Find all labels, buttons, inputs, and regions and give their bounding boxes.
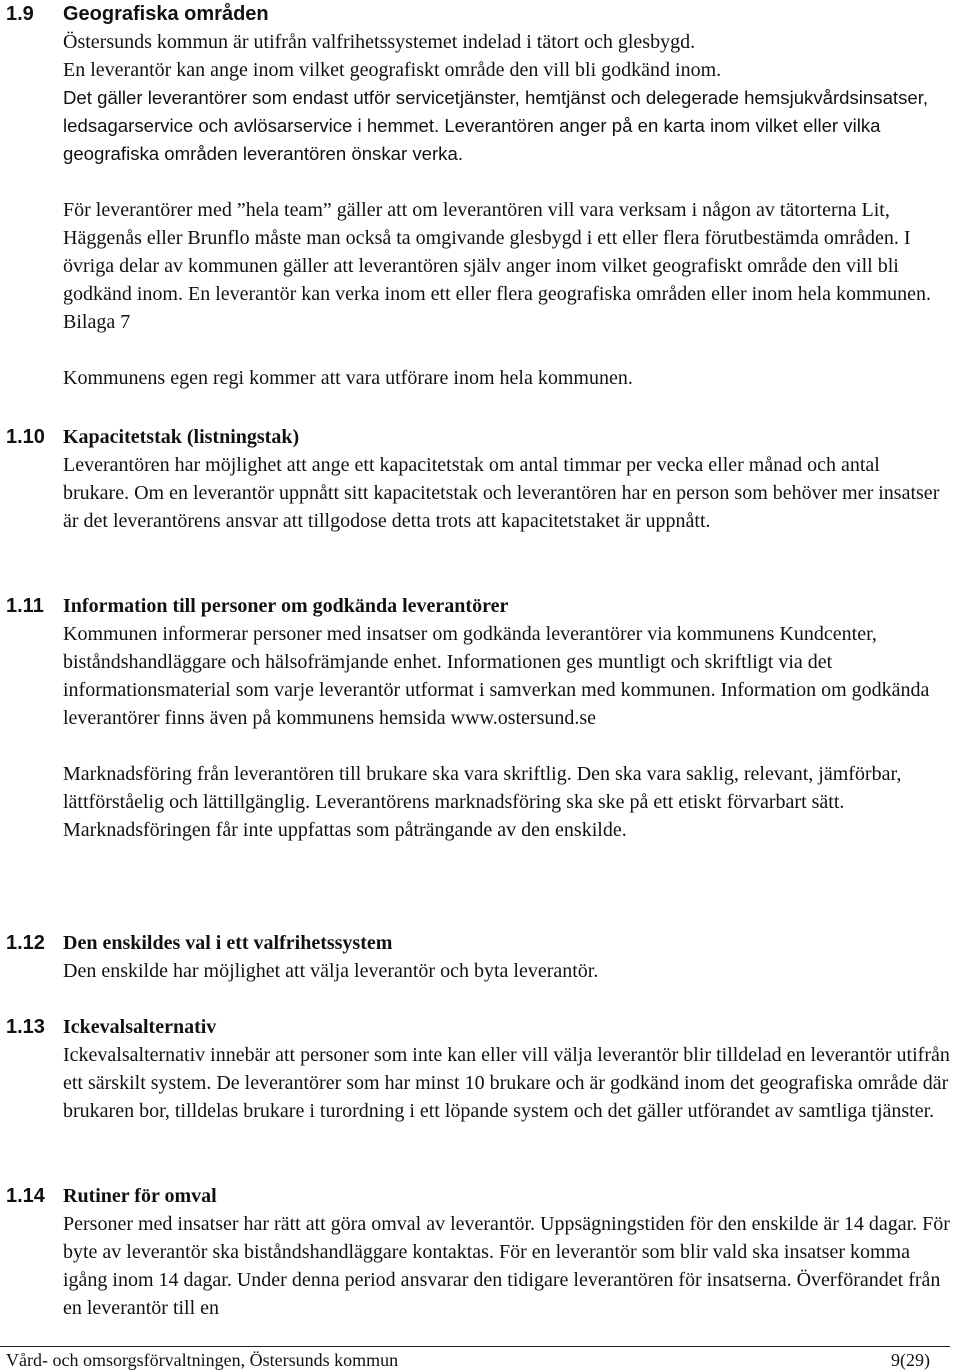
- section-1-9: [0, 0, 950, 392]
- section-heading: Information till personer om godkända leverantörer: [63, 595, 509, 617]
- paragraph-line: En leverantör kan ange inom vilket geografiskt område den vill bli godkänd inom.: [63, 59, 722, 81]
- section-number: 1.11: [6, 595, 44, 617]
- paragraph: Personer med insatser har rätt att göra omval av leverantör. Uppsägningstiden för den enskilde är 14 dagar. För byte av leverantör ska biståndshandläggare kontaktas. För en leverantör som blir vald ska insatser komma igång inom 14 dagar. Under denna period ansvarar den tidigare leverantören för insatserna. Överförandet från en leverantör till en: [63, 1213, 950, 1319]
- section-1-13: [0, 1013, 950, 1125]
- section-number: 1.14: [6, 1185, 45, 1207]
- section-1-14: [0, 1182, 950, 1322]
- section-heading: Kapacitetstak (listningstak): [63, 426, 300, 448]
- paragraph: Leverantören har möjlighet att ange ett kapacitetstak om antal timmar per vecka eller månad och antal brukare. Om en leverantör uppnått sitt kapacitetstak och leverantören har en person som behöver mer insatser är det leverantörens ansvar att tillgodose detta trots att kapacitetstaket är uppnått.: [63, 454, 940, 532]
- section-heading: Geografiska områden: [63, 3, 269, 25]
- section-heading: Rutiner för omval: [63, 1185, 217, 1207]
- paragraph: Ickevalsalternativ innebär att personer som inte kan eller vill välja leverantör blir tilldelad en leverantör utifrån ett särskilt system. De leverantörer som har minst 10 brukare och är godkänd inom det geografiska område där brukaren bor, tilldelas brukare i turordning i ett löpande system och det gäller utförandet av samtliga tjänster.: [63, 1044, 950, 1122]
- paragraph: Kommunens egen regi kommer att vara utförare inom hela kommunen.: [63, 367, 633, 389]
- paragraph: [63, 28, 950, 84]
- section-1-12: [0, 929, 950, 985]
- section-1-11: [0, 592, 950, 844]
- section-heading: Ickevalsalternativ: [63, 1016, 217, 1038]
- page-footer: [0, 1346, 950, 1372]
- paragraph: Marknadsföring från leverantören till brukare ska vara skriftlig. Den ska vara saklig, relevant, jämförbar, lättförståelig och lättillgänglig. Leverantörens marknadsföring ska ske på ett etiskt förvarbart sätt. Marknadsföringen får inte uppfattas som påträngande av den enskilde.: [63, 763, 902, 841]
- section-1-10: [0, 423, 950, 535]
- appendix-reference: Bilaga 7: [63, 311, 131, 333]
- section-number: 1.12: [6, 932, 45, 954]
- section-heading: Den enskildes val i ett valfrihetssystem: [63, 932, 393, 954]
- section-number: 1.9: [6, 3, 34, 25]
- paragraph: [63, 196, 950, 336]
- paragraph: Det gäller leverantörer som endast utför servicetjänster, hemtjänst och delegerade hemsjukvårdsinsatser, ledsagarservice och avlösarservice i hemmet. Leverantören anger på en karta inom vilket eller vilka geografiska områden leverantören önskar verka.: [63, 87, 929, 164]
- paragraph-text: För leverantörer med ”hela team” gäller att om leverantören vill vara verksam i någon av tätorterna Lit, Häggenås eller Brunflo måste man också ta omgivande glesbygd i ett eller flera förutbestämda områden. I övriga delar av kommunen gäller att leverantören själv anger inom vilket geografiskt område den vill bli godkänd inom. En leverantör kan verka inom ett eller flera geografiska områden eller inom hela kommunen.: [63, 199, 932, 305]
- section-number: 1.13: [6, 1016, 45, 1038]
- section-number: 1.10: [6, 426, 45, 448]
- page-number: 9(29): [891, 1350, 930, 1370]
- paragraph-line: Östersunds kommun är utifrån valfrihetssystemet indelad i tätort och glesbygd.: [63, 31, 696, 53]
- footer-organization: Vård- och omsorgsförvaltningen, Östersunds kommun: [6, 1350, 399, 1370]
- paragraph: Kommunen informerar personer med insatser om godkända leverantörer via kommunens Kundcenter, biståndshandläggare och hälsofrämjande enhet. Informationen ges muntligt och skriftligt via det informationsmaterial som varje leverantör utformat i samverkan med kommunen. Information om godkända leverantörer finns även på kommunens hemsida www.ostersund.se: [63, 623, 930, 729]
- paragraph: Den enskilde har möjlighet att välja leverantör och byta leverantör.: [63, 960, 599, 982]
